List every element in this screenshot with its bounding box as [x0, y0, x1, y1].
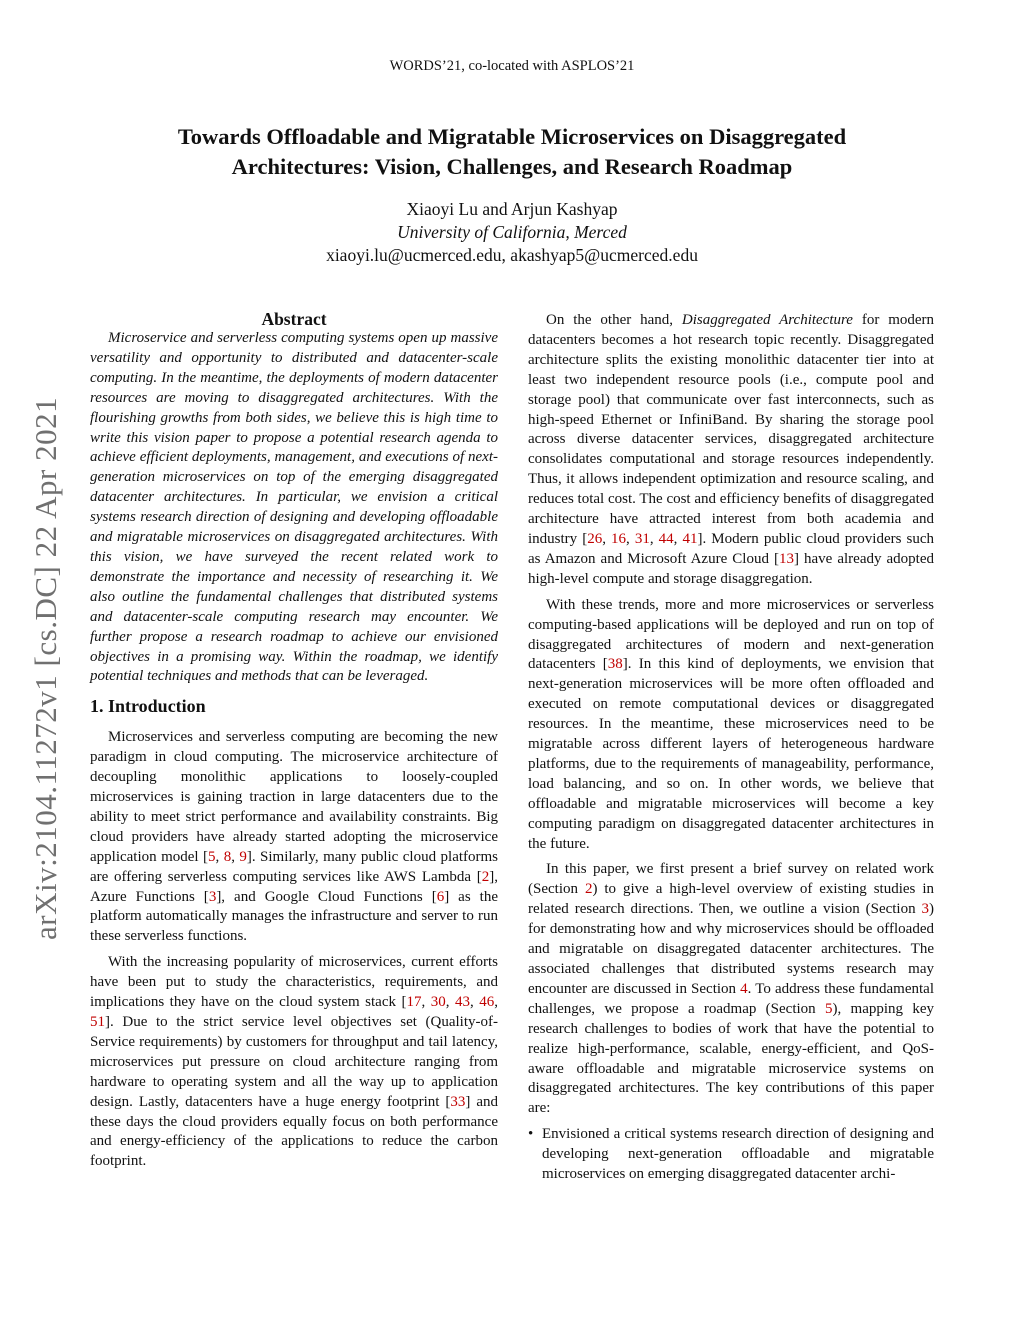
intro-paragraph-2: With the increasing popularity of microservices, current efforts have been put to study the characteristics, requirements, and implications they have on the cloud system stack [17, 30, 43, 46, 51]. Due to the strict service level objectives set (Quality-of-Service requirements) by customers for throughput and tail latency, microservices put pressure on cloud architecture ranging from hardware to operating system and all the way up to application design. Lastly, datacenters have a huge energy footprint [33] and these days the cloud providers equally focus on both performance and energy-efficiency of the applications to reduce the carbon footprint. — [90, 954, 499, 1170]
left-column — [90, 310, 498, 1172]
citation-link[interactable]: 31 — [634, 530, 650, 547]
list-item: • Envisioned a critical systems research direction of designing and developing next-generation offloadable and migratable microservices on emerging disaggregated datacenter archi- — [528, 1125, 934, 1185]
citation-link[interactable]: 16 — [611, 530, 627, 547]
title-line-1: Towards Offloadable and Migratable Microservices on Disaggregated — [177, 124, 847, 149]
citation-link[interactable]: 26 — [587, 530, 603, 547]
running-header: WORDS’21, co-located with ASPLOS’21 — [389, 58, 635, 74]
citation-link[interactable]: 33 — [450, 1093, 466, 1110]
citation-link[interactable]: 46 — [479, 994, 495, 1011]
intro-paragraph-4: With these trends, more and more microservices or serverless computing-based applications will be deployed and run on top of disaggregated architectures of modern and next-generation datacenters [38]. In this kind of deployments, we envision that next-generation microservices will be more often offloaded and executed on remote computational devices or disaggregated resources. In the meantime, these microservices need to be migratable across different layers of heterogeneous hardware platforms, due to the requirements of manageability, performance, load balancing, and so on. In other words, we believe that offloadable and migratable microservices will become a key computing paradigm on disaggregated datacenter architectures in the future. — [528, 596, 934, 852]
section-link[interactable]: 4 — [740, 980, 748, 997]
section-heading-introduction: 1. Introduction — [90, 696, 206, 717]
right-column — [528, 311, 934, 1185]
abstract-heading: Abstract — [261, 309, 327, 329]
contributions-list — [528, 1125, 934, 1185]
citation-link[interactable]: 43 — [455, 994, 471, 1011]
intro-paragraph-5: In this paper, we first present a brief survey on related work (Section 2) to give a high-level overview of existing studies in related research directions. Then, we outline a vision (Section 3) for demonstrating how and why microservices should be offloaded and migratable on disaggregated datacenter architectures. The associated challenges that distributed systems research may encounter are discussed in Section 4. To address these fundamental challenges, we propose a roadmap (Section 5), mapping key research challenges to bodies of work that have the potential to realize high-performance, scalable, energy-efficient, and QoS-aware offloadable and migratable microservice systems on disaggregated architectures. The key contributions of this paper are: — [528, 861, 934, 1117]
abstract — [90, 329, 498, 687]
author-names: Xiaoyi Lu and Arjun Kashyap — [406, 199, 618, 219]
citation-link[interactable]: 6 — [436, 888, 445, 905]
citation-link[interactable]: 41 — [682, 530, 698, 547]
title-line-2: Architectures: Vision, Challenges, and Research Roadmap — [231, 154, 793, 179]
citation-link[interactable]: 2 — [481, 868, 490, 885]
section-link[interactable]: 3 — [921, 901, 929, 918]
citation-link[interactable]: 44 — [658, 530, 674, 547]
section-link[interactable]: 2 — [584, 881, 593, 898]
citation-link[interactable]: 17 — [406, 994, 422, 1011]
intro-paragraph-3: On the other hand, Disaggregated Architecture for modern datacenters becomes a hot research topic recently. Disaggregated architecture splits the existing monolithic datacenter tier into at least two independent resource pools (i.e., compute pool and storage pool) that communicate over fast interconnects, such as high-speed Ethernet or InfiniBand. By sharing the storage pool across diverse datacenter services, disaggregated architecture consolidates computational and storage resources independently. Thus, it allows independent optimization and resource scaling, and reduces total cost. The cost and efficiency benefits of disaggregated architecture have attracted interest from both academia and industry [26, 16, 31, 44, 41]. Modern public cloud providers such as Amazon and Microsoft Azure Cloud [13] have already adopted high-level compute and storage disaggregation. — [528, 312, 935, 587]
arxiv-identifier: arXiv:2104.11272v1 [cs.DC] 22 Apr 2021 — [28, 396, 63, 940]
intro-paragraph-1: Microservices and serverless computing are becoming the new paradigm in cloud computing. The microservice architecture of decoupling monolithic applications to loosely-coupled microservices is gaining traction in large datacenters due to the ability to meet strict performance and availability constraints. Big cloud providers have already started adopting the microservice application model [5, 8, 9]. Similarly, many public cloud platforms are offering serverless computing services like AWS Lambda [2], Azure Functions [3], and Google Cloud Functions [6] as the platform automatically manages the infrastructure and server to run these serverless functions. — [90, 729, 499, 945]
paper-title — [110, 122, 914, 182]
author-affiliation: University of California, Merced — [397, 222, 627, 242]
citation-link[interactable]: 13 — [778, 550, 794, 567]
citation-link[interactable]: 9 — [239, 848, 247, 865]
author-block — [0, 198, 1024, 267]
citation-link[interactable]: 3 — [208, 888, 217, 905]
citation-link[interactable]: 38 — [607, 656, 623, 673]
citation-link[interactable]: 51 — [90, 1014, 105, 1030]
author-emails: xiaoyi.lu@ucmerced.edu, akashyap5@ucmerced.edu — [326, 245, 698, 265]
abstract-text: Microservice and serverless computing systems open up massive versatility and opportunity to distributed and datacenter-scale computing. In the meantime, the deployments of modern datacenter resources are moving to disaggregated architectures. With the flourishing growths from both sides, we believe this is high time to write this vision paper to propose a potential research agenda to achieve efficient deployments, management, and executions of next-generation microservices on top of the emerging disaggregated datacenter architectures. In particular, we envision a critical systems research direction of designing and developing offloadable and migratable microservices on disaggregated architectures. With this vision, we have surveyed the recent related work to demonstrate the importance and necessity of researching it. We also outline the fundamental challenges that distributed systems and datacenter-scale computing research may encounter. We further propose a research roadmap to achieve our envisioned objectives in a promising way. Within the roadmap, we identify potential techniques and methods that can be leveraged. — [90, 330, 498, 685]
citation-link[interactable]: 5 — [208, 848, 216, 865]
section-link[interactable]: 5 — [824, 1000, 833, 1017]
citation-link[interactable]: 8 — [223, 848, 232, 865]
citation-link[interactable]: 30 — [430, 994, 446, 1011]
